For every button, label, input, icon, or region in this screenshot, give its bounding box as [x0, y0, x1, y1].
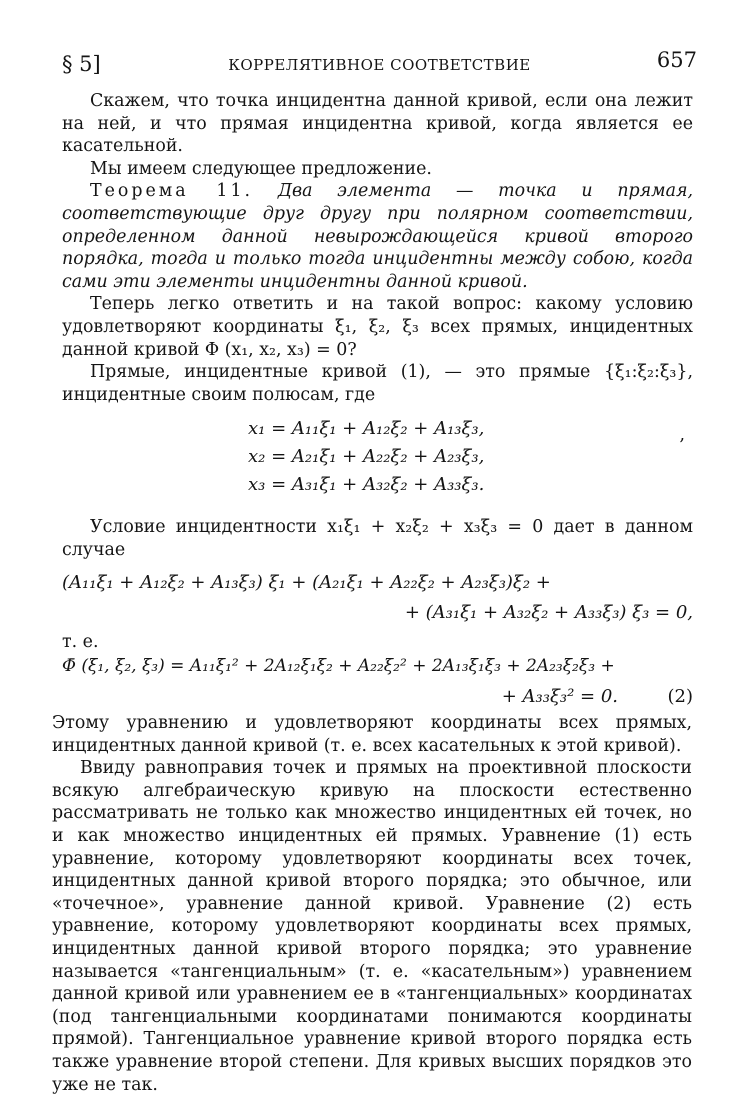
equation-x3: x₃ = A₃₁ξ₁ + A₃₂ξ₂ + A₃₃ξ₃.: [248, 474, 485, 496]
paragraph-tangential-equation: Ввиду равноправия точек и прямых на проективной плоскости всякую алгебраическую кривую на плоскости естественно рассматривать не только как множество инцидентных ей точек, но и как множество инцидентных ей прямых. Уравнение (1) есть уравнение, которому удовлетворяют координаты всех точек, инцидентных данной кривой второго порядка; это обычное, или «точечное», уравнение данной кривой. Уравнение (2) есть уравнение, которому удовлетворяют координаты всех прямых, инцидентных данной кривой второго порядка; это уравнение называется «тангенциальным» (т. е. «касательным») уравнением данной кривой или уравнением ее в «тангенциальных» координатах (под тангенциальными координатами понимаются координаты прямой). Тангенциальное уравнение кривой второго порядка есть также уравнение второй степени. Для кривых высших порядков это уже не так.: [52, 758, 692, 1095]
paragraph-incidence-definition: Скажем, что точка инцидентна данной кривой, если она лежит на ней, и что прямая инцидентна кривой, когда является ее касательной.: [62, 91, 693, 157]
tangential-equation-line2-row: [62, 686, 693, 709]
paragraph-question: Теперь легко ответить и на такой вопрос: какому условию удовлетворяют координаты ξ₁, ξ₂, ξ₃ всех прямых, инцидентных данной кривой Φ (x₁, x₂, x₃) = 0?: [62, 294, 693, 360]
paragraph-incidence-condition: Условие инцидентности x₁ξ₁ + x₂ξ₂ + x₃ξ₃ = 0 дает в данном случае: [62, 517, 693, 560]
equation-x2: x₂ = A₂₁ξ₁ + A₂₂ξ₂ + A₂₃ξ₃,: [248, 446, 485, 468]
stray-comma: ,: [679, 425, 685, 446]
page-number: 657: [656, 48, 697, 72]
pole-equations: [62, 418, 693, 502]
tangential-equation-line1: Φ̄ (ξ₁, ξ₂, ξ₃) = A₁₁ξ₁² + 2A₁₂ξ₁ξ₂ + A₂₂ξ₂² + 2A₁₃ξ₁ξ₃ + 2A₂₃ξ₂ξ₃ +: [62, 656, 615, 677]
section-number: § 5]: [62, 52, 101, 76]
equation-x1: x₁ = A₁₁ξ₁ + A₁₂ξ₂ + A₁₃ξ₃,: [248, 418, 485, 440]
page-header: [62, 48, 697, 74]
paragraph-tangent-coordinates: Этому уравнению и удовлетворяют координаты всех прямых, инцидентных данной кривой (т. е. всех касательных к этой кривой).: [52, 713, 692, 756]
substituted-equation-line1: (A₁₁ξ₁ + A₁₂ξ₂ + A₁₃ξ₃) ξ₁ + (A₂₁ξ₁ + A₂₂ξ₂ + A₂₃ξ₃)ξ₂ +: [62, 571, 551, 593]
theorem-11: [62, 180, 693, 293]
theorem-label: Теорема 11.: [90, 181, 254, 202]
closing-text: [52, 712, 692, 1096]
tangential-equation-line2: + A₃₃ξ₃² = 0.: [501, 685, 619, 707]
theorem-text: Два элемента — точка и прямая, соответствующие друг другу при полярном соответствии, определенном данной невырождающейся кривой второго порядка, тогда и только тогда инцидентны между собою, когда сами эти элементы инцидентны данной кривой.: [62, 181, 694, 292]
equation-number-2: (2): [667, 685, 693, 707]
substituted-equation-line2: + (A₃₁ξ₁ + A₃₂ξ₂ + A₃₃ξ₃) ξ₃ = 0,: [404, 602, 693, 624]
main-text: [62, 90, 693, 708]
running-title: КОРРЕЛЯТИВНОЕ СООТВЕТСТВИЕ: [228, 56, 531, 74]
paragraph-proposition-intro: Мы имеем следующее предложение.: [90, 158, 432, 179]
paragraph-ie: т. е.: [62, 631, 99, 652]
paragraph-lines-incident: Прямые, инцидентные кривой (1), — это прямые {ξ₁:ξ₂:ξ₃}, инцидентные своим полюсам, где: [62, 362, 693, 405]
